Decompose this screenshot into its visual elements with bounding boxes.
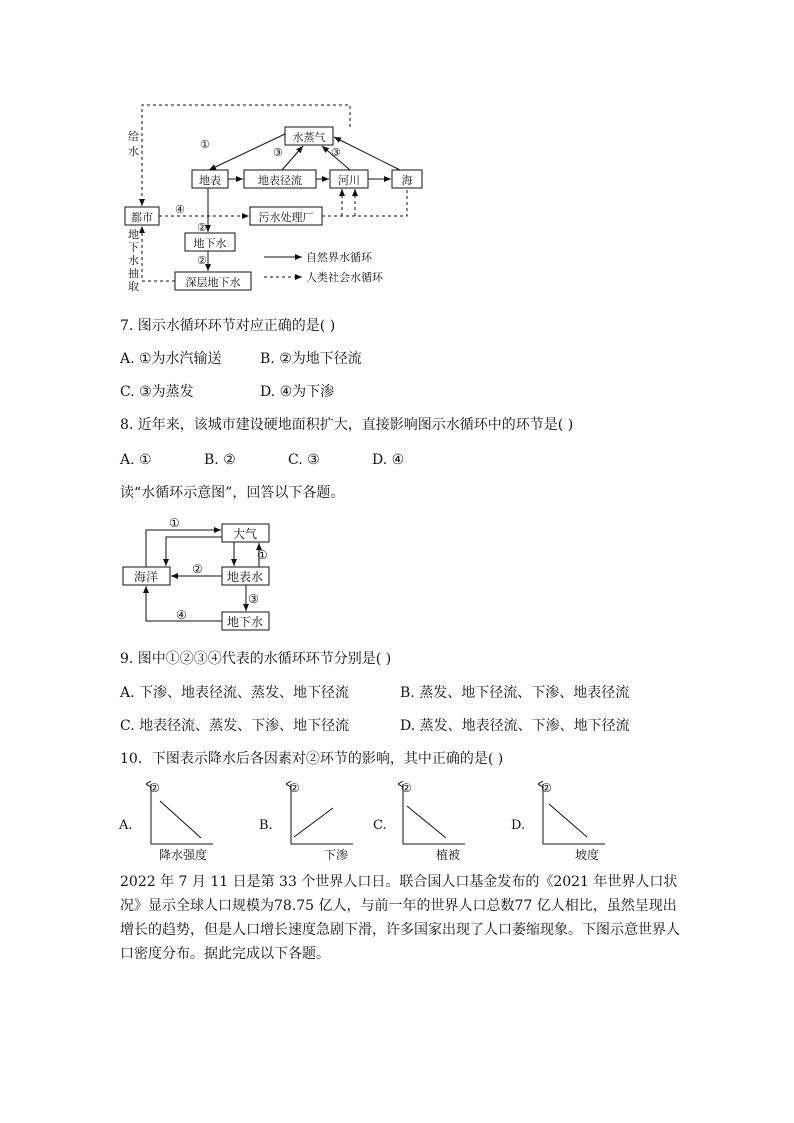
graph-d-letter: D. [511,818,526,833]
intro-reading-2: 读“水循环示意图”，回答以下各题。 [120,485,345,501]
mark2-1-side: ① [257,548,268,562]
q8-stem: 8. 近年来，该城市建设硬地面积扩大，直接影响图示水循环中的环节是( ) [120,417,574,433]
mark-1: ① [200,138,210,151]
q9-option-c: C. 地表径流、蒸发、下渗、地下径流 [120,718,350,734]
graph-d-xlabel: 坡度 [574,848,600,862]
graph-b-ylabel: ② [289,781,300,795]
mark2-3: ③ [248,592,259,606]
q9-option-b: B. 蒸发、地下径流、下渗、地表径流 [400,685,630,701]
graph-a-xlabel: 降水强度 [158,848,208,862]
node-runoff: 地表径流 [258,174,302,187]
side-label-bottom-1: 地 [128,228,139,241]
q8-option-c: C. ③ [288,452,320,468]
node-surface: 地表 [199,174,221,187]
passage-population: 2022 年 7 月 11 日是第 33 个世界人口日。联合国人口基金发布的《2021 年世界人口状况》显示全球人口规模为78.75 亿人，与前一年的世界人口总数77 亿人相比，虽然呈现出增长的趋势，但是人口增长速度急剧下滑，许多国家出现了人口萎缩现象。下图示意世界人口密度分布。据此完成以下各题。 [120,874,680,962]
q7-option-d: D. ④为下渗 [260,384,335,400]
graph-c-letter: C. [373,818,387,833]
graph-d-line [549,804,587,837]
side-label-bottom-2: 下 [128,241,139,254]
q9-option-a: A. 下渗、地表径流、蒸发、地下径流 [120,685,350,701]
side-label-top-2: 水 [128,145,139,158]
mark-2a: ② [197,221,207,234]
node-ocean: 海洋 [133,570,159,584]
q8-option-a: A. ① [120,452,152,468]
mark2-1-top: ① [169,516,180,530]
graph-b-line [294,808,333,837]
mark-3a: ③ [273,146,283,159]
side-label-bottom-3: 水 [128,254,139,267]
mark-3b: ③ [331,146,341,159]
q7-stem: 7. 图示水循环环节对应正确的是( ) [120,318,336,334]
q7-option-b: B. ②为地下径流 [260,351,362,367]
q10-stem: 10．下图表示降水后各因素对②环节的影响，其中正确的是( ) [120,751,504,767]
node-river: 河川 [338,174,360,187]
side-label-bottom-4: 抽 [128,267,139,280]
legend-natural: 自然界水循环 [306,251,372,264]
q9-option-d: D. 蒸发、地表径流、下渗、地下径流 [400,718,630,734]
mark-4: ④ [175,203,185,216]
node-groundwater: 地下水 [193,237,227,250]
water-cycle-diagram-1 [110,100,430,300]
node-surface-water: 地表水 [226,570,264,584]
graph-d-ylabel: ② [541,781,552,795]
mark-2b: ② [197,254,207,267]
mark2-4: ④ [176,608,187,622]
node-sewage: 污水处理厂 [258,211,314,224]
water-cycle-diagram-2 [118,515,288,635]
q8-option-b: B. ② [204,452,236,468]
graph-a-letter: A. [119,818,133,833]
legend-human: 人类社会水循环 [306,271,383,284]
graph-c-xlabel: 植被 [435,848,461,862]
mark2-2: ② [192,562,203,576]
graph-c-line [407,806,446,838]
node-vapor: 水蒸气 [292,131,326,144]
q10-graphs [115,780,615,865]
node-ground-water: 地下水 [226,615,264,629]
q8-option-d: D. ④ [372,452,405,468]
q7-option-c: C. ③为蒸发 [120,384,194,400]
node-deep: 深层地下水 [185,276,241,289]
graph-b-xlabel: 下渗 [323,848,349,862]
side-label-top-1: 给 [128,130,139,143]
node-atmosphere: 大气 [232,527,258,541]
graph-a-ylabel: ② [149,781,160,795]
side-label-bottom-5: 取 [128,280,139,293]
node-sea: 海 [401,174,413,187]
graph-a-line [160,801,201,838]
q9-stem: 9. 图中①②③④代表的水循环环节分别是( ) [120,651,392,667]
graph-c-ylabel: ② [401,781,412,795]
graph-b-letter: B. [259,818,273,833]
node-city: 都市 [131,211,153,224]
q7-option-a: A. ①为水汽输送 [120,351,222,367]
